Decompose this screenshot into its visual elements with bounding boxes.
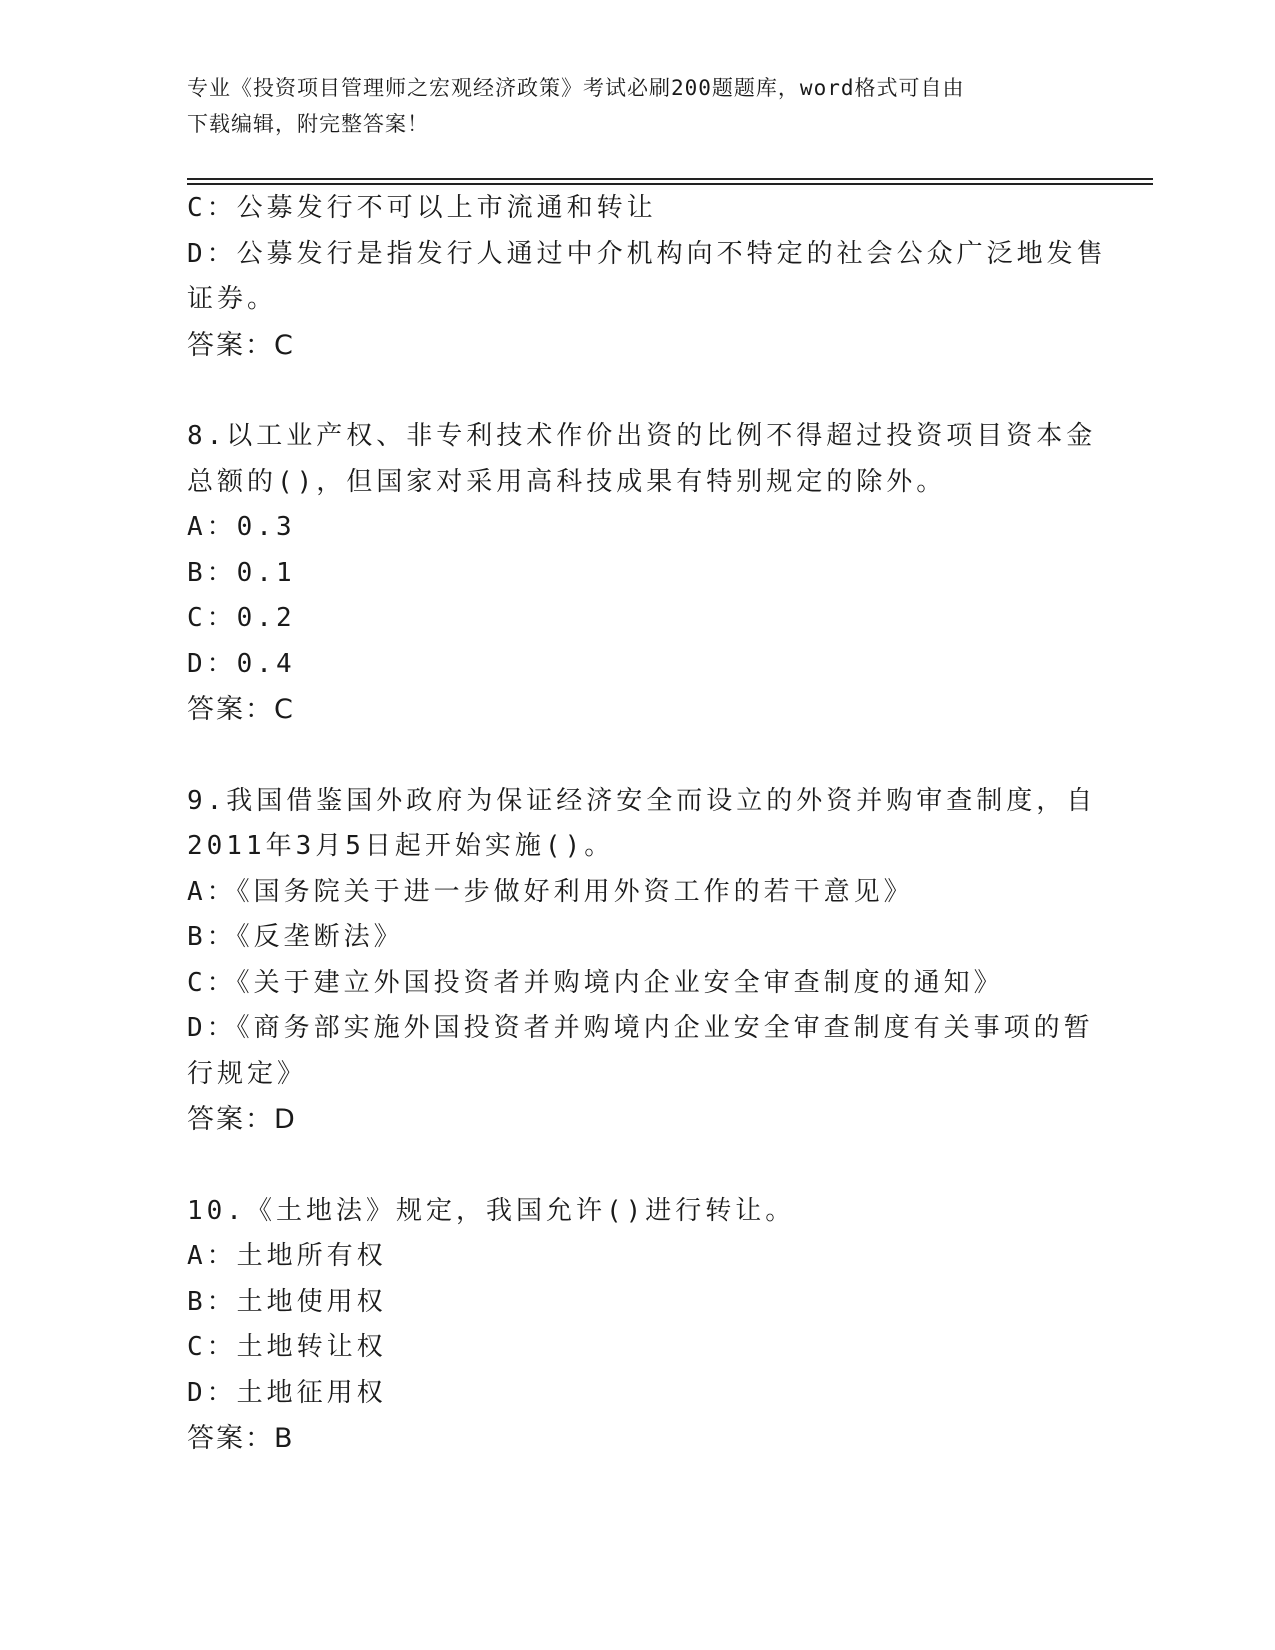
option-d: D：公募发行是指发行人通过中介机构向不特定的社会公众广泛地发售 xyxy=(187,238,1107,269)
option-d-continued: 行规定》 xyxy=(187,1058,308,1089)
option-c: C：公募发行不可以上市流通和转让 xyxy=(187,193,657,223)
header-divider xyxy=(187,178,1153,180)
document-body xyxy=(187,186,1107,1462)
question-9 xyxy=(187,779,1097,1143)
question-7-continued xyxy=(187,186,1107,368)
answer: 答案：C xyxy=(187,329,295,361)
header-line: 专业《投资项目管理师之宏观经济政策》考试必刷200题题库，word格式可自由 xyxy=(187,76,965,100)
question-stem-continued: 2011年3月5日起开始实施()。 xyxy=(187,831,615,861)
option-c: C：0.2 xyxy=(187,603,296,633)
question-stem: 8.以工业产权、非专利技术作价出资的比例不得超过投资项目资本金 xyxy=(187,421,1097,451)
option-b: B：《反垄断法》 xyxy=(187,922,404,952)
option-c: C：土地转让权 xyxy=(187,1332,387,1362)
answer: 答案：B xyxy=(187,1423,295,1454)
question-stem-continued: 总额的()，但国家对采用高科技成果有特别规定的除外。 xyxy=(187,466,947,497)
option-d: D：0.4 xyxy=(187,648,296,679)
answer: 答案：D xyxy=(187,1104,297,1135)
option-d: D：土地征用权 xyxy=(187,1377,387,1408)
document-header xyxy=(187,70,1067,142)
header-divider xyxy=(187,183,1153,185)
question-8 xyxy=(187,414,1097,733)
option-d-continued: 证券。 xyxy=(187,284,278,314)
header-line: 下载编辑，附完整答案！ xyxy=(187,112,429,136)
question-stem: 10.《土地法》规定，我国允许()进行转让。 xyxy=(187,1195,796,1226)
option-a: A：《国务院关于进一步做好利用外资工作的若干意见》 xyxy=(187,876,914,907)
answer: 答案：C xyxy=(187,694,295,725)
option-d: D：《商务部实施外国投资者并购境内企业安全审查制度有关事项的暂 xyxy=(187,1013,1094,1043)
option-a: A：0.3 xyxy=(187,512,296,542)
option-b: B：土地使用权 xyxy=(187,1286,387,1317)
question-stem: 9.我国借鉴国外政府为保证经济安全而设立的外资并购审查制度，自 xyxy=(187,785,1097,816)
option-c: C：《关于建立外国投资者并购境内企业安全审查制度的通知》 xyxy=(187,967,1004,998)
option-a: A：土地所有权 xyxy=(187,1241,387,1271)
question-10 xyxy=(187,1189,1067,1462)
option-b: B：0.1 xyxy=(187,557,296,588)
